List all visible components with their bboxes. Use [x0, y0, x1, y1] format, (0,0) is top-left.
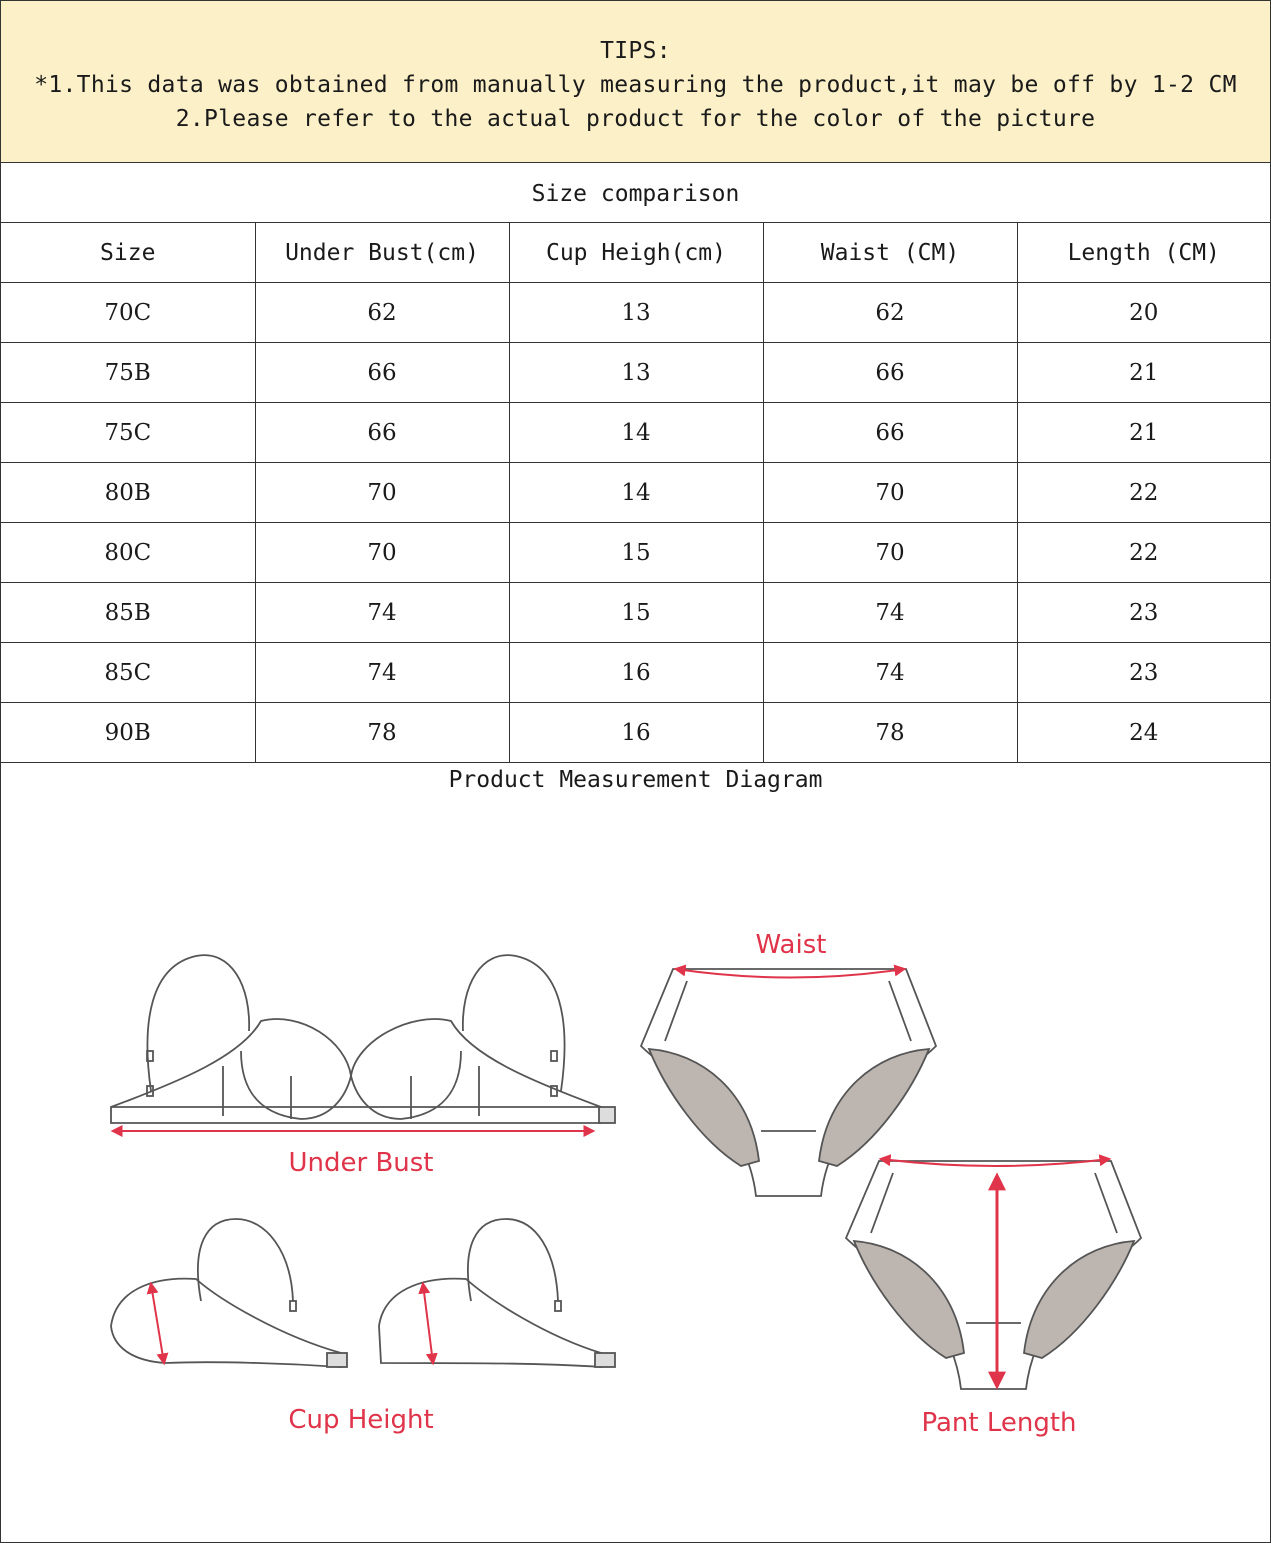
cell-length: 23 — [1017, 583, 1270, 643]
diagram-title: Product Measurement Diagram — [448, 767, 823, 793]
table-row — [1, 643, 1270, 703]
cell-cup-height: 13 — [509, 343, 763, 403]
cell-waist: 66 — [763, 403, 1017, 463]
cell-under-bust: 66 — [255, 403, 509, 463]
cell-waist: 78 — [763, 703, 1017, 763]
cell-size: 80C — [1, 523, 255, 583]
cell-length: 22 — [1017, 463, 1270, 523]
cell-cup-height: 15 — [509, 523, 763, 583]
table-row — [1, 703, 1270, 763]
table-row — [1, 523, 1270, 583]
cell-length: 20 — [1017, 283, 1270, 343]
tips-banner — [1, 1, 1270, 163]
cell-length: 21 — [1017, 343, 1270, 403]
cell-size: 70C — [1, 283, 255, 343]
cell-under-bust: 70 — [255, 463, 509, 523]
pant-length-label: Pant Length — [921, 1408, 1077, 1438]
table-row — [1, 583, 1270, 643]
cell-under-bust: 70 — [255, 523, 509, 583]
cell-under-bust: 78 — [255, 703, 509, 763]
cell-waist: 74 — [763, 643, 1017, 703]
table-row — [1, 403, 1270, 463]
cell-waist: 70 — [763, 523, 1017, 583]
table-row — [1, 283, 1270, 343]
cell-waist: 66 — [763, 343, 1017, 403]
cell-cup-height: 14 — [509, 403, 763, 463]
table-row — [1, 463, 1270, 523]
cup-height-label: Cup Height — [288, 1405, 434, 1435]
bra-front-illustration — [111, 955, 615, 1123]
header-cup-height: Cup Heigh(cm) — [509, 223, 763, 283]
table-header-row — [1, 223, 1270, 283]
waist-label: Waist — [755, 930, 827, 960]
cell-cup-height: 13 — [509, 283, 763, 343]
cell-length: 22 — [1017, 523, 1270, 583]
cell-cup-height: 16 — [509, 703, 763, 763]
cell-cup-height: 14 — [509, 463, 763, 523]
cell-length: 21 — [1017, 403, 1270, 463]
cell-cup-height: 16 — [509, 643, 763, 703]
header-under-bust: Under Bust(cm) — [255, 223, 509, 283]
cell-under-bust: 66 — [255, 343, 509, 403]
tips-title: TIPS: — [600, 38, 671, 64]
cell-cup-height: 15 — [509, 583, 763, 643]
cell-length: 23 — [1017, 643, 1270, 703]
cell-size: 80B — [1, 463, 255, 523]
bra-side-illustration-2 — [379, 1219, 615, 1367]
cell-size: 75B — [1, 343, 255, 403]
cell-size: 90B — [1, 703, 255, 763]
header-size: Size — [1, 223, 255, 283]
cell-under-bust: 74 — [255, 643, 509, 703]
cell-size: 85B — [1, 583, 255, 643]
size-comparison-title: Size comparison — [1, 163, 1270, 223]
cell-length: 24 — [1017, 703, 1270, 763]
cup-height-arrow-2 — [423, 1284, 433, 1363]
cell-waist: 74 — [763, 583, 1017, 643]
tips-line-2: 2.Please refer to the actual product for the color of the picture — [175, 106, 1096, 132]
cell-under-bust: 74 — [255, 583, 509, 643]
cell-waist: 62 — [763, 283, 1017, 343]
cell-size: 75C — [1, 403, 255, 463]
panty-length-illustration — [846, 1161, 1141, 1389]
header-waist: Waist (CM) — [763, 223, 1017, 283]
header-length: Length (CM) — [1017, 223, 1270, 283]
cell-waist: 70 — [763, 463, 1017, 523]
measurement-diagram — [1, 801, 1270, 1501]
table-row — [1, 343, 1270, 403]
under-bust-label: Under Bust — [288, 1148, 434, 1178]
cup-height-arrow-1 — [151, 1284, 164, 1363]
size-table — [1, 223, 1270, 763]
cell-size: 85C — [1, 643, 255, 703]
cell-under-bust: 62 — [255, 283, 509, 343]
tips-line-1: *1.This data was obtained from manually measuring the product,it may be off by 1-2 CM — [34, 72, 1237, 98]
bra-side-illustration-1 — [111, 1219, 347, 1367]
